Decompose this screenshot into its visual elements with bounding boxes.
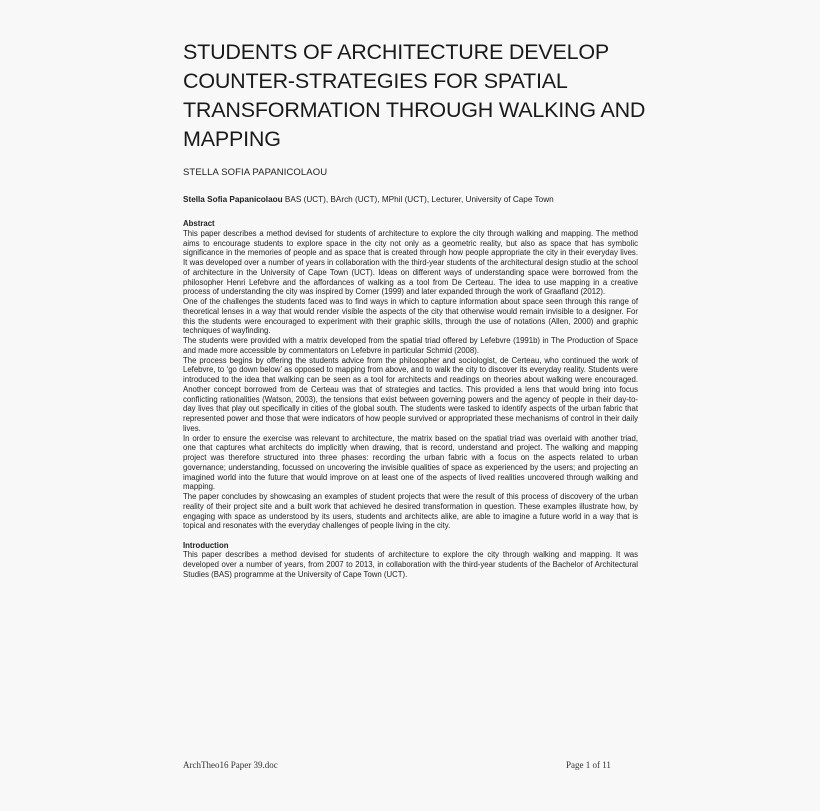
affiliation-details: BAS (UCT), BArch (UCT), MPhil (UCT), Lecturer, University of Cape Town: [282, 195, 554, 204]
footer-page-number: Page 1 of 11: [566, 760, 611, 770]
footer-filename: ArchTheo16 Paper 39.doc: [183, 760, 278, 770]
abstract-paragraph: The paper concludes by showcasing an examples of student projects that were the result of this process of discovery of the urban reality of their project site and a built work that achieved he desired transformation in question. These examples illustrate how, by engaging with space as understood by its users, students and architects alike, are able to imagine a future world in a way that is topical and resonates with the everyday challenges of people living in the city.: [183, 492, 638, 531]
introduction-paragraph: This paper describes a method devised for students of architecture to explore the city through walking and mapping. It was developed over a number of years, from 2007 to 2013, in collaboration with the third-year students of the Bachelor of Architectural Studies (BAS) programme at the University of Cape Town (UCT).: [183, 550, 638, 579]
abstract-paragraph: One of the challenges the students faced was to find ways in which to capture information about space seen through this range of theoretical lenses in a way that would render visible the aspects of the city that otherwise would remain invisible to a designer. For this the students were encouraged to experiment with their graphic skills, through the use of notations (Allen, 2000) and graphic techniques of wayfinding.: [183, 297, 638, 336]
section-spacer: [183, 531, 638, 541]
author-name: STELLA SOFIA PAPANICOLAOU: [183, 167, 328, 178]
affiliation-name: Stella Sofia Papanicolaou: [183, 195, 283, 204]
paper-body: [183, 219, 638, 580]
abstract-paragraph: This paper describes a method devised for students of architecture to explore the city through walking and mapping. The method aims to encourage students to explore space in the city not only as a geometric reality, but also as space that has symbolic significance in the memories of people and as space that is created through how people appropriate the city in their everyday lives. It was developed over a number of years in collaboration with the third-year students of the architectural design studio at the school of architecture in the University of Cape Town (UCT). Ideas on different ways of understanding space were borrowed from the philosopher Henri Lefebvre and the affordances of walking as a tool from De Certeau. The idea to use mapping in a creative process of understanding the city was inspired by Corner (1999) and later expanded through the work of Graafland (2012).: [183, 228, 638, 297]
abstract-paragraph: In order to ensure the exercise was relevant to architecture, the matrix based on the spatial triad was overlaid with another triad, one that captures what architects do implicitly when drawing, that is record, understand and project. The walking and mapping project was therefore structured into three phases: recording the urban fabric with a focus on the aspects related to urban governance; understanding, focussed on uncovering the invisible qualities of space as experienced by the users; and projecting an imagined world into the future that would improve on at least one of the aspects of lived realities uncovered through walking and mapping.: [183, 433, 638, 492]
abstract-paragraph: The students were provided with a matrix developed from the spatial triad offered by Lefebvre (1991b) in The Production of Space and made more accessible by commentators on Lefebvre in particular Schmid (2008).: [183, 336, 638, 355]
paper-title: STUDENTS OF ARCHITECTURE DEVELOP COUNTER-STRATEGIES FOR SPATIAL TRANSFORMATION THROUGH WALKING AND MAPPING: [183, 40, 646, 151]
author-affiliation: [183, 195, 643, 204]
abstract-heading: Abstract: [183, 219, 215, 228]
introduction-heading: Introduction: [183, 540, 229, 550]
abstract-paragraph: The process begins by offering the students advice from the philosopher and sociologist, de Certeau, who continued the work of Lefebvre, to ‘go down below’ as opposed to mapping from above, and to walk the city to discover its everyday reality. Students were introduced to the idea that walking can be seen as a tool for architects and readings on theories about walking were encouraged. Another concept borrowed from de Certeau was that of strategies and tactics. This provided a lens that would bring into focus conflicting rationalities (Watson, 2003), the tensions that exist between governing powers and the agency of people in their day-to-day lives that play out specifically in cities of the global south. The students were tasked to identify aspects of the urban fabric that represented power and those that were indicators of how people survived or appropriated these mechanisms of control in their daily lives.: [183, 355, 638, 433]
